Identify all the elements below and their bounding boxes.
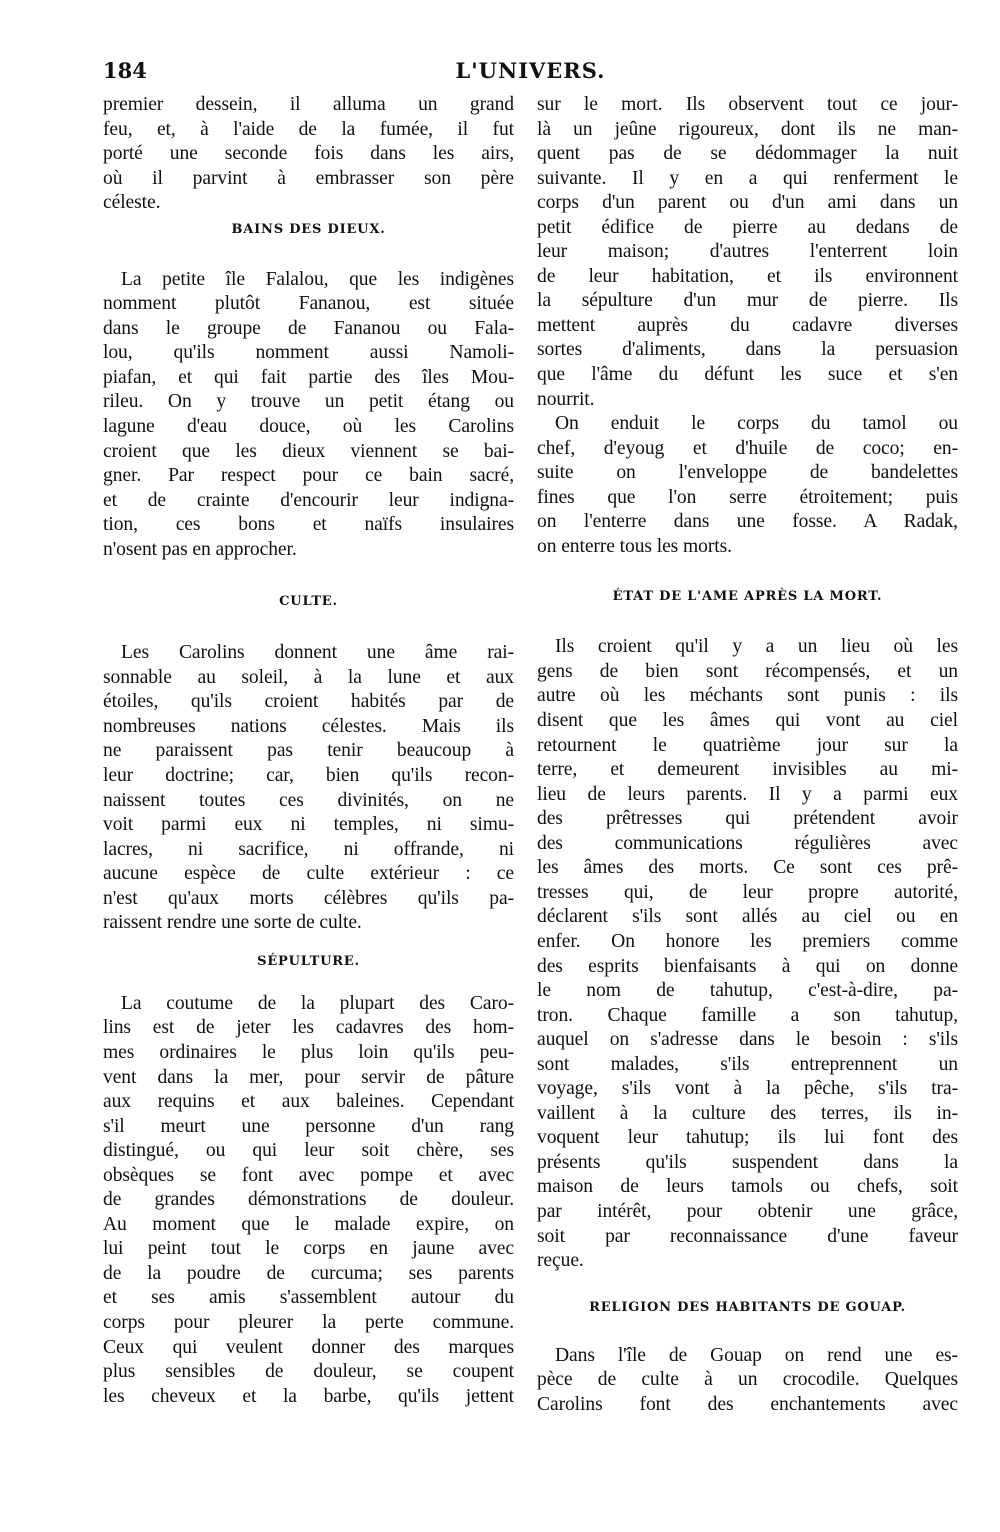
text-line: lagune d'eau douce, où les Carolins — [103, 416, 514, 438]
text-line: pèce de culte à un crocodile. Quelques — [537, 1369, 958, 1391]
text-line: La petite île Falalou, que les indigènes — [121, 268, 514, 290]
text-line: raissent rendre une sorte de culte. — [103, 912, 362, 934]
text-line: plus sensibles de douleur, se coupent — [103, 1361, 514, 1383]
paragraph-embalming — [537, 412, 958, 559]
text-line: sont malades, s'ils entreprennent un — [537, 1053, 958, 1075]
text-line: de grandes démonstrations de douleur. — [103, 1189, 514, 1211]
text-line: la sépulture d'un mur de pierre. Ils — [537, 290, 958, 312]
text-line: soit par reconnaissance d'une faveur — [537, 1225, 958, 1247]
text-line: et de crainte d'encourir leur indigna- — [103, 489, 514, 511]
text-line: voit parmi eux ni temples, ni simu- — [103, 814, 514, 836]
text-line: gner. Par respect pour ce bain sacré, — [103, 465, 514, 487]
text-line: où il parvint à embrasser son père — [103, 167, 514, 189]
text-line: par intérêt, pour obtenir une grâce, — [537, 1200, 958, 1222]
text-line: mes ordinaires le plus loin qu'ils peu- — [103, 1041, 514, 1063]
section-etat-de-l-ame — [537, 559, 958, 1273]
text-line: reçue. — [537, 1250, 584, 1272]
text-line: des communications régulières avec — [537, 832, 958, 854]
text-line: les âmes des morts. Ce sont ces prê- — [537, 857, 958, 879]
text-line: tron. Chaque famille a son tahutup, — [537, 1004, 958, 1026]
text-line: rileu. On y trouve un petit étang ou — [103, 391, 514, 413]
section-heading: SÉPULTURE. — [257, 953, 360, 969]
section-bains-des-dieux — [103, 218, 514, 563]
text-line: lieu de leurs parents. Il y a parmi eux — [537, 783, 958, 805]
text-line: présents qu'ils suspendent dans la — [537, 1151, 958, 1173]
text-line: aucune espèce de culte extérieur : ce — [103, 863, 514, 885]
page-header — [103, 58, 958, 88]
text-line: lins est de jeter les cadavres des hom- — [103, 1017, 514, 1039]
text-line: nomment plutôt Fananou, est située — [103, 293, 514, 315]
text-line: On enduit le corps du tamol ou — [555, 413, 958, 435]
intro-paragraph — [103, 93, 514, 216]
text-line: Carolins font des enchantements avec — [537, 1393, 958, 1415]
text-line: on l'enterre dans une fosse. A Radak, — [537, 511, 958, 533]
text-line: étoiles, qu'ils croient habités par de — [103, 691, 514, 713]
section-sepulture — [103, 936, 514, 1409]
text-line: de la poudre de curcuma; ses parents — [103, 1262, 514, 1284]
text-line: terre, et demeurent invisibles au mi- — [537, 759, 958, 781]
text-line: maison de leurs tamols ou chefs, soit — [537, 1176, 958, 1198]
text-line: déclarent s'ils sont allés au ciel ou en — [537, 906, 958, 928]
text-line: suite on l'enveloppe de bandelettes — [537, 462, 958, 484]
text-line: disent que les âmes qui vont au ciel — [537, 710, 958, 732]
text-line: voyage, s'ils vont à la pêche, s'ils tra- — [537, 1078, 958, 1100]
text-line: tion, ces bons et naïfs insulaires — [103, 514, 514, 536]
text-line: Ils croient qu'il y a un lieu où les — [555, 636, 958, 658]
text-line: croient que les dieux viennent se bai- — [103, 440, 514, 462]
text-line: aux requins et aux baleines. Cependant — [103, 1091, 514, 1113]
text-line: feu, et, à l'aide de la fumée, il fut — [103, 118, 514, 140]
text-line: La coutume de la plupart des Caro- — [121, 992, 514, 1014]
text-line: Les Carolins donnent une âme rai- — [121, 642, 514, 664]
text-line: les cheveux et la barbe, qu'ils jettent — [103, 1385, 514, 1407]
text-line: s'il meurt une personne d'un rang — [103, 1115, 514, 1137]
section-religion-gouap — [537, 1274, 958, 1418]
page-number: 184 — [103, 58, 147, 83]
text-line: Ceux qui veulent donner des marques — [103, 1336, 514, 1358]
text-line: corps d'un parent ou d'un ami dans un — [537, 192, 958, 214]
text-line: lacres, ni sacrifice, ni offrande, ni — [103, 838, 514, 860]
text-line: premier dessein, il alluma un grand — [103, 94, 514, 115]
text-line: céleste. — [103, 192, 161, 214]
text-line: nombreuses nations célestes. Mais ils — [103, 715, 514, 737]
text-line: quent pas de se dédommager la nuit — [537, 143, 958, 165]
text-line: des prêtresses qui prétendent avoir — [537, 808, 958, 830]
text-line: lui peint tout le corps en jaune avec — [103, 1238, 514, 1260]
text-line: mettent auprès du cadavre diverses — [537, 314, 958, 336]
text-line: leur doctrine; car, bien qu'ils recon- — [103, 765, 514, 787]
text-line: n'osent pas en approcher. — [103, 538, 297, 560]
continuation-paragraph — [537, 93, 958, 412]
section-heading: RELIGION DES HABITANTS DE GOUAP. — [589, 1299, 906, 1315]
text-line: on enterre tous les morts. — [537, 535, 732, 557]
section-heading: ÉTAT DE L'AME APRÈS LA MORT. — [612, 589, 883, 605]
text-line: fines que l'on serre étroitement; puis — [537, 486, 958, 508]
text-line: gens de bien sont récompensés, et un — [537, 660, 958, 682]
text-line: le nom de tahutup, c'est-à-dire, pa- — [537, 980, 958, 1002]
text-line: auquel on s'adresse dans le besoin : s'ils — [537, 1029, 958, 1051]
text-line: vaillent à la culture des terres, ils in- — [537, 1102, 958, 1124]
text-line: Dans l'île de Gouap on rend une es- — [555, 1344, 958, 1366]
text-line: là un jeûne rigoureux, dont ils ne man- — [537, 118, 958, 140]
text-line: tresses qui, de leur propre autorité, — [537, 881, 958, 903]
text-line: sur le mort. Ils observent tout ce jour- — [537, 94, 958, 115]
text-line: chef, d'eyoug et d'huile de coco; en- — [537, 437, 958, 459]
text-line: leur maison; d'autres l'enterrent loin — [537, 241, 958, 263]
section-heading: BAINS DES DIEUX. — [231, 221, 386, 237]
text-line: retournent le quatrième jour sur la — [537, 734, 958, 756]
text-line: de leur habitation, et ils environnent — [537, 265, 958, 287]
text-line: autre où les méchants sont punis : ils — [537, 685, 958, 707]
text-line: enfer. On honore les premiers comme — [537, 930, 958, 952]
text-line: sonnable au soleil, à la lune et aux — [103, 666, 514, 688]
section-culte — [103, 562, 514, 936]
text-line: porté une seconde fois dans les airs, — [103, 143, 514, 165]
section-heading: CULTE. — [279, 594, 338, 610]
text-line: lou, qu'ils nomment aussi Namoli- — [103, 342, 514, 364]
text-line: vent dans la mer, pour servir de pâture — [103, 1066, 514, 1088]
text-line: n'est qu'aux morts célèbres qu'ils pa- — [103, 887, 514, 909]
text-line: et ses amis s'assemblent autour du — [103, 1287, 514, 1309]
text-line: voquent leur tahutup; ils lui font des — [537, 1127, 958, 1149]
running-title: L'UNIVERS. — [455, 58, 606, 83]
text-line: nourrit. — [537, 388, 595, 410]
text-line: suivante. Il y en a qui renferment le — [537, 167, 958, 189]
text-line: corps pour pleurer la perte commune. — [103, 1311, 514, 1333]
text-line: ne paraissent pas tenir beaucoup à — [103, 740, 514, 762]
left-column — [103, 93, 514, 1409]
text-line: obsèques se font avec pompe et avec — [103, 1164, 514, 1186]
text-line: dans le groupe de Fananou ou Fala- — [103, 317, 514, 339]
text-line: petit édifice de pierre au dedans de — [537, 216, 958, 238]
text-line: des esprits bienfaisants à qui on donne — [537, 955, 958, 977]
text-line: que l'âme du défunt les suce et s'en — [537, 364, 958, 386]
right-column — [537, 93, 958, 1417]
text-line: Au moment que le malade expire, on — [103, 1213, 514, 1235]
text-line: distingué, ou qui leur soit chère, ses — [103, 1140, 514, 1162]
text-line: sortes d'aliments, dans la persuasion — [537, 339, 958, 361]
text-line: piafan, et qui fait partie des îles Mou- — [103, 366, 514, 388]
text-line: naissent toutes ces divinités, on ne — [103, 789, 514, 811]
